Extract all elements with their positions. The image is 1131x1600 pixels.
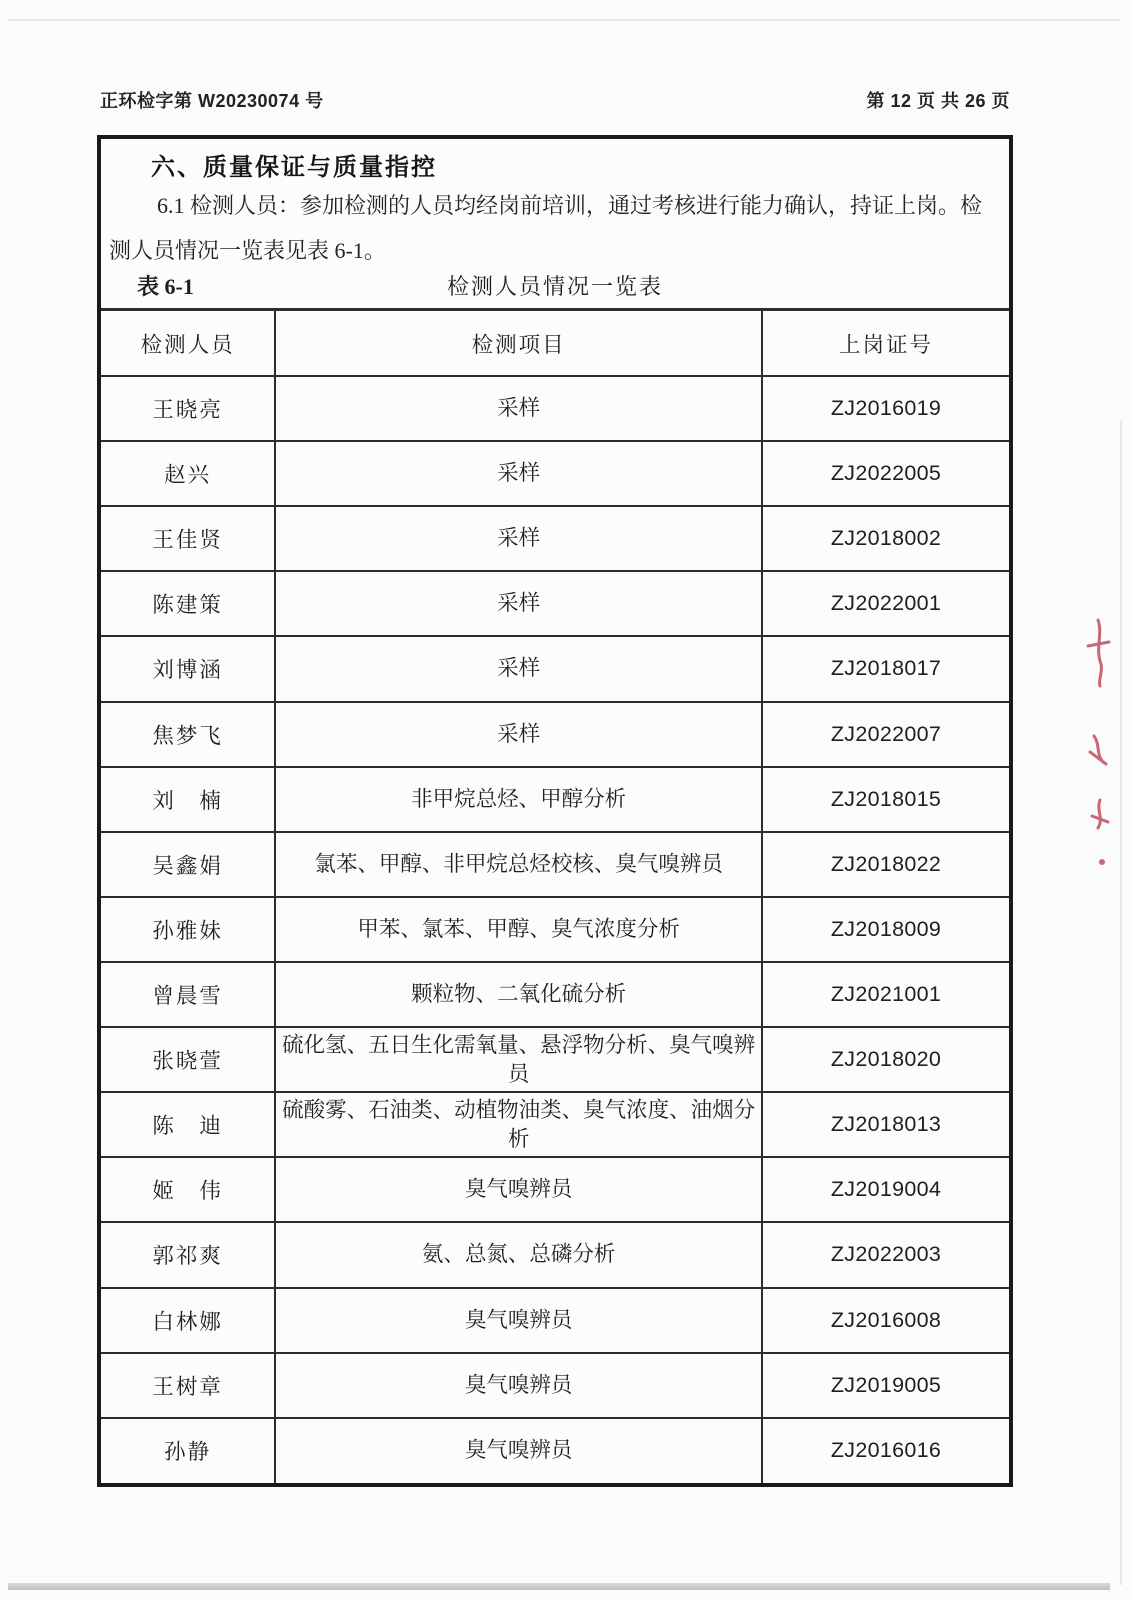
cell-name: 姬 伟 [101, 1157, 275, 1222]
table-header-row [101, 310, 1009, 377]
cell-name: 刘博涵 [101, 636, 275, 701]
cell-cert: ZJ2016019 [762, 376, 1009, 441]
cell-project: 非甲烷总烃、甲醇分析 [275, 767, 762, 832]
cell-cert: ZJ2022007 [762, 702, 1009, 767]
cell-name: 王树章 [101, 1353, 275, 1418]
cell-name: 孙雅妹 [101, 897, 275, 962]
cell-project: 臭气嗅辨员 [275, 1288, 762, 1353]
cell-project: 采样 [275, 376, 762, 441]
cell-name: 王晓亮 [101, 376, 275, 441]
table-row [101, 767, 1009, 832]
content-box [97, 135, 1013, 1487]
cell-project: 臭气嗅辨员 [275, 1353, 762, 1418]
cell-project: 甲苯、氯苯、甲醇、臭气浓度分析 [275, 897, 762, 962]
cell-project: 硫化氢、五日生化需氧量、悬浮物分析、臭气嗅辨员 [275, 1027, 762, 1092]
section-paragraph [109, 183, 993, 273]
cell-cert: ZJ2019004 [762, 1157, 1009, 1222]
table-row [101, 897, 1009, 962]
red-ink-marks [1076, 612, 1116, 882]
cell-name: 曾晨雪 [101, 962, 275, 1027]
table-row [101, 441, 1009, 506]
cell-name: 郭祁爽 [101, 1222, 275, 1287]
table-row [101, 1157, 1009, 1222]
cell-project: 采样 [275, 636, 762, 701]
cell-cert: ZJ2019005 [762, 1353, 1009, 1418]
table-row [101, 636, 1009, 701]
table-row [101, 1418, 1009, 1483]
header-cell-cert-no: 上岗证号 [762, 310, 1009, 377]
table-row [101, 1353, 1009, 1418]
cell-project: 氨、总氮、总磷分析 [275, 1222, 762, 1287]
table-row [101, 1288, 1009, 1353]
cell-project: 氯苯、甲醇、非甲烷总烃校核、臭气嗅辨员 [275, 832, 762, 897]
header-cell-project: 检测项目 [275, 310, 762, 377]
cell-cert: ZJ2022003 [762, 1222, 1009, 1287]
cell-name: 陈 迪 [101, 1092, 275, 1157]
scan-edge-top [8, 19, 1120, 21]
cell-cert: ZJ2018015 [762, 767, 1009, 832]
table-row [101, 376, 1009, 441]
section-title: 六、质量保证与质量指控 [151, 155, 437, 181]
cell-cert: ZJ2016008 [762, 1288, 1009, 1353]
table-row [101, 1092, 1009, 1157]
cell-name: 刘 楠 [101, 767, 275, 832]
cell-project: 采样 [275, 506, 762, 571]
cell-project: 采样 [275, 702, 762, 767]
table-row [101, 571, 1009, 636]
cell-name: 孙静 [101, 1418, 275, 1483]
cell-cert: ZJ2018009 [762, 897, 1009, 962]
cell-cert: ZJ2021001 [762, 962, 1009, 1027]
table-row [101, 962, 1009, 1027]
personnel-table [101, 308, 1009, 1483]
table-caption-title: 检测人员情况一览表 [446, 274, 663, 299]
cell-project: 采样 [275, 571, 762, 636]
cell-cert: ZJ2022001 [762, 571, 1009, 636]
cell-project: 硫酸雾、石油类、动植物油类、臭气浓度、油烟分析 [275, 1092, 762, 1157]
cell-project: 采样 [275, 441, 762, 506]
cell-name: 赵兴 [101, 441, 275, 506]
table-caption-label: 表 6-1 [137, 274, 194, 299]
cell-cert: ZJ2018020 [762, 1027, 1009, 1092]
cell-project: 颗粒物、二氧化硫分析 [275, 962, 762, 1027]
scan-edge-bottom [8, 1583, 1110, 1590]
cell-name: 吴鑫娟 [101, 832, 275, 897]
page-indicator: 第 12 页 共 26 页 [866, 91, 1010, 111]
table-row [101, 1027, 1009, 1092]
cell-name: 焦梦飞 [101, 702, 275, 767]
table-caption [101, 270, 1009, 308]
cell-name: 王佳贤 [101, 506, 275, 571]
cell-cert: ZJ2018017 [762, 636, 1009, 701]
cell-cert: ZJ2018002 [762, 506, 1009, 571]
table-row [101, 506, 1009, 571]
cell-cert: ZJ2018022 [762, 832, 1009, 897]
table-row [101, 1222, 1009, 1287]
cell-cert: ZJ2016016 [762, 1418, 1009, 1483]
cell-name: 白林娜 [101, 1288, 275, 1353]
cell-cert: ZJ2022005 [762, 441, 1009, 506]
paragraph-line-2: 测人员情况一览表见表 6-1。 [109, 238, 386, 263]
cell-name: 张晓萱 [101, 1027, 275, 1092]
cell-name: 陈建策 [101, 571, 275, 636]
personnel-table-body [101, 376, 1009, 1483]
scan-edge-right [1120, 420, 1122, 1585]
paragraph-line-1: 6.1 检测人员：参加检测的人员均经岗前培训，通过考核进行能力确认，持证上岗。检 [157, 193, 983, 218]
header-cell-personnel: 检测人员 [101, 310, 275, 377]
cell-project: 臭气嗅辨员 [275, 1418, 762, 1483]
table-row [101, 832, 1009, 897]
cell-project: 臭气嗅辨员 [275, 1157, 762, 1222]
table-row [101, 702, 1009, 767]
document-number: 正环检字第 W20230074 号 [100, 91, 324, 111]
cell-cert: ZJ2018013 [762, 1092, 1009, 1157]
